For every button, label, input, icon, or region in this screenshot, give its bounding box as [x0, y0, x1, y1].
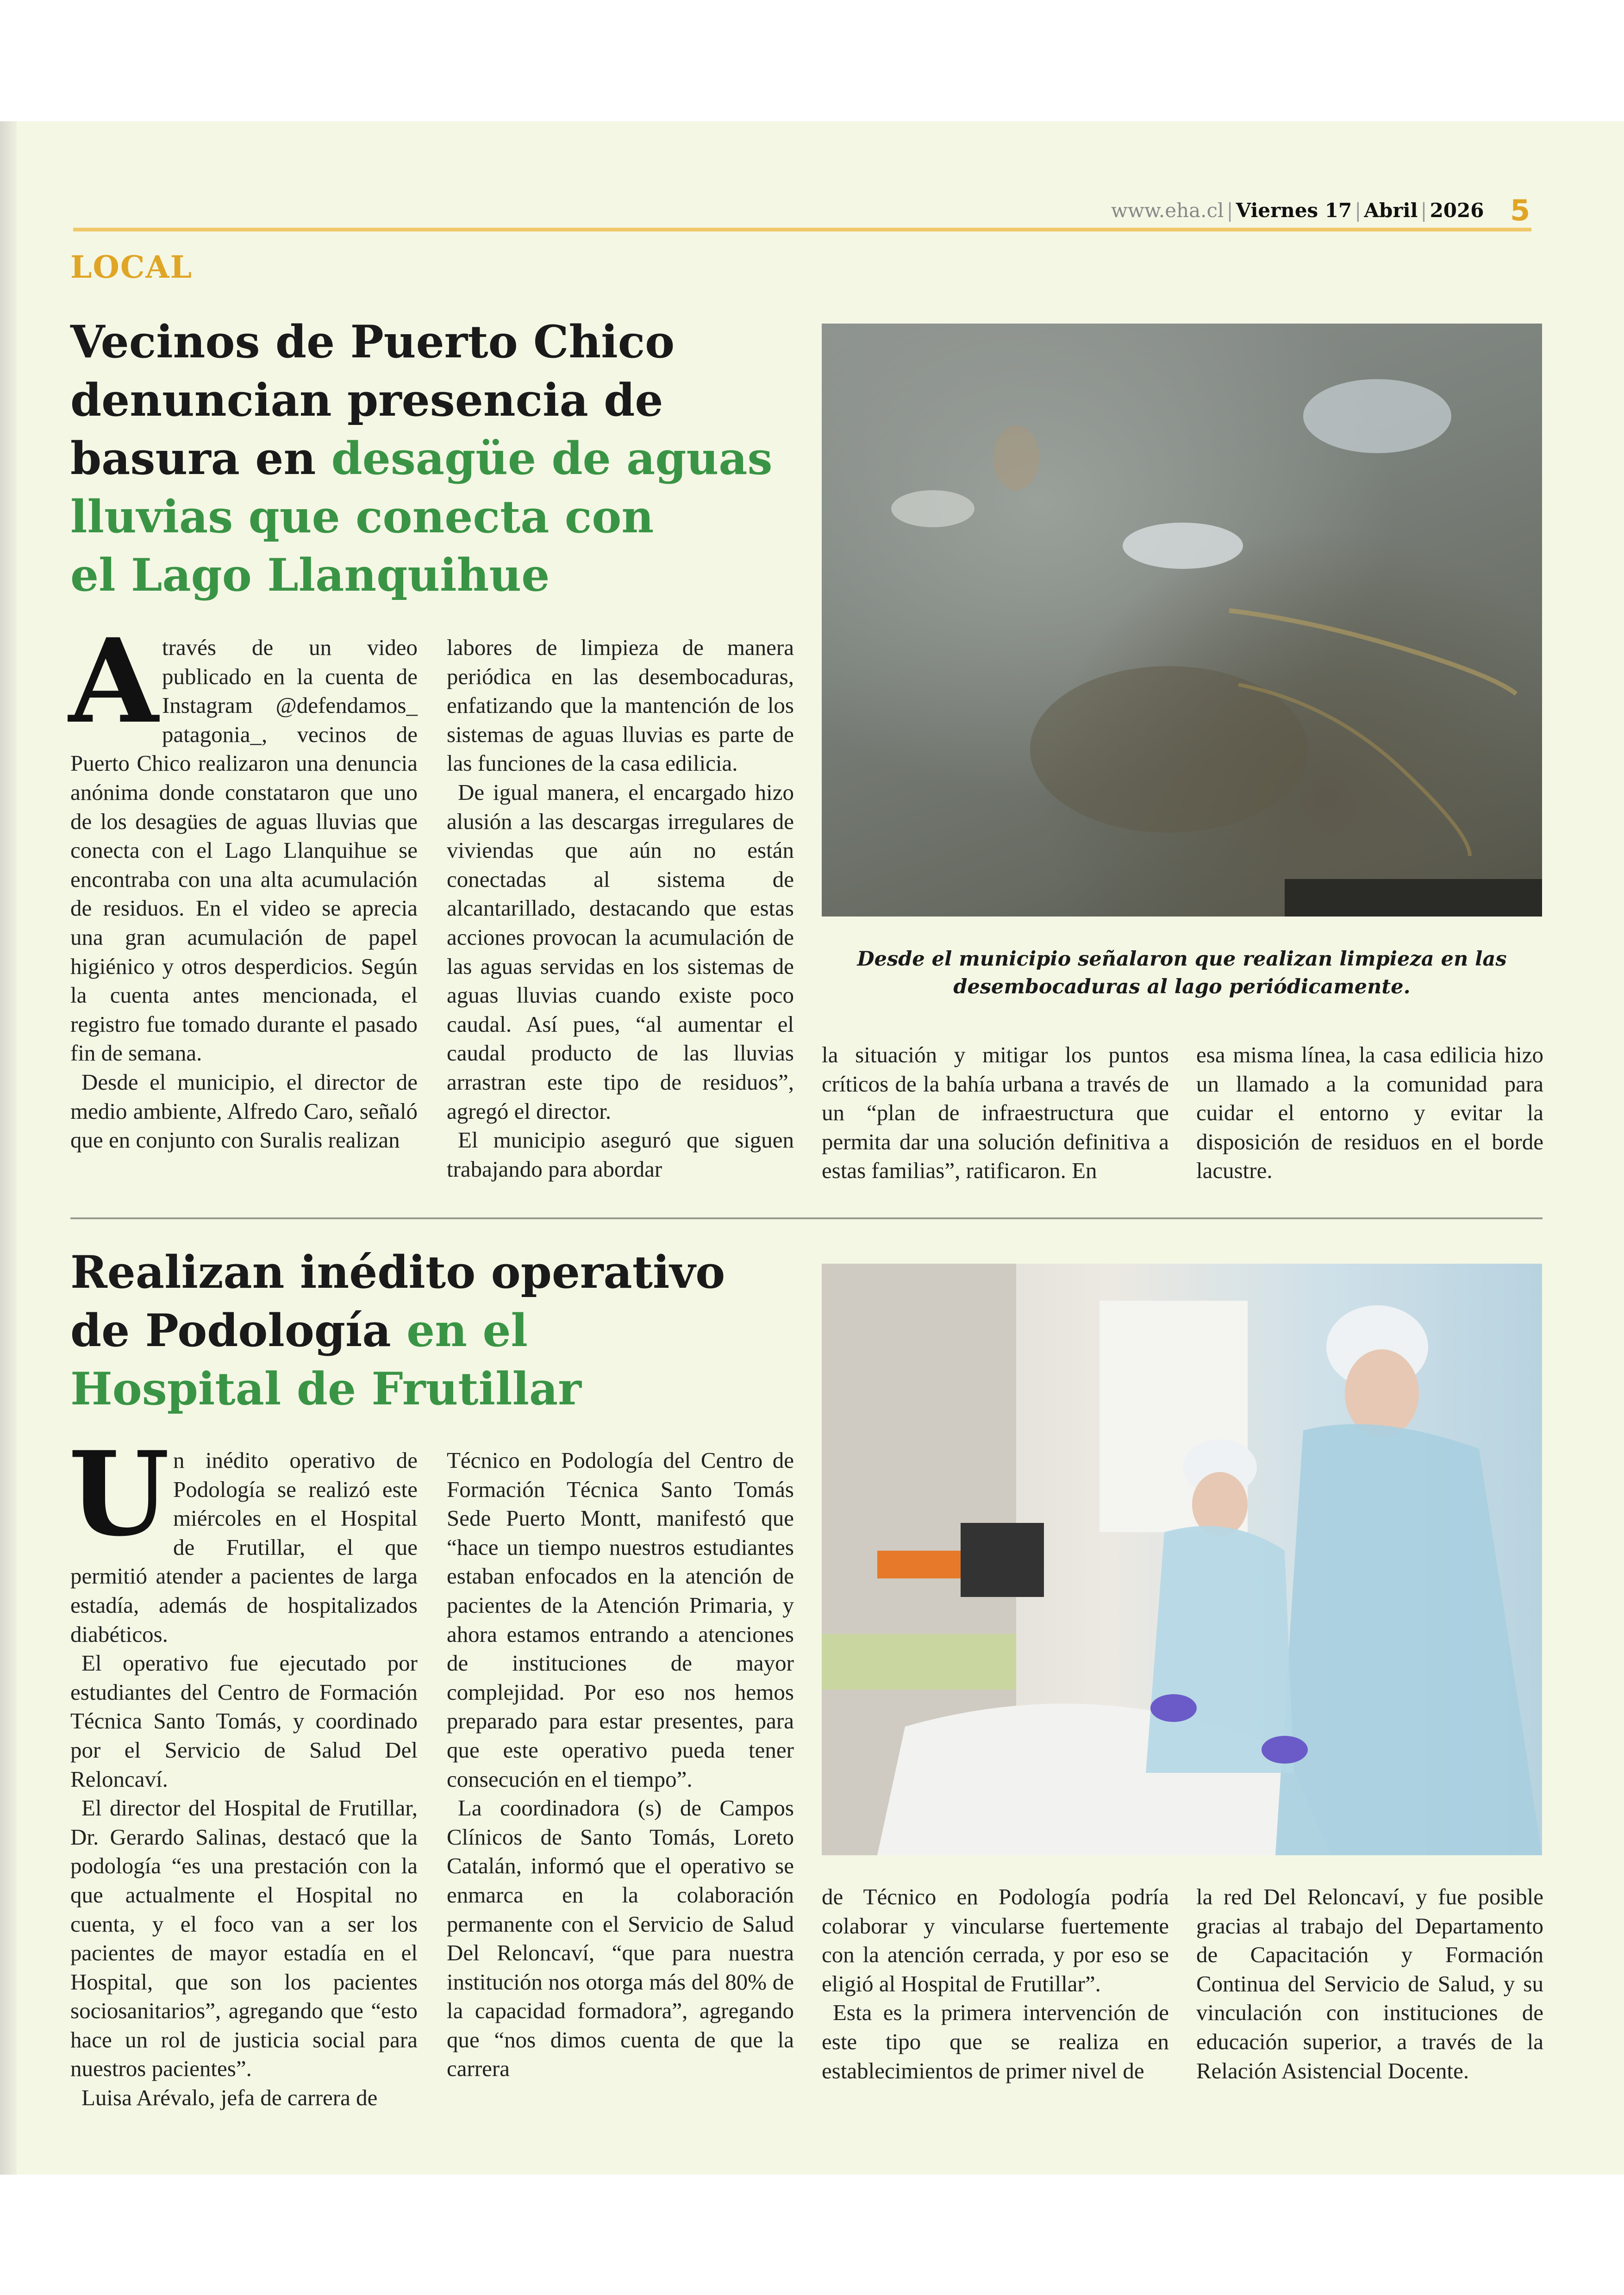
paragraph-text: De igual manera, el encargado hizo alusión a las descargas irregulares de viviendas que aún no están conectadas al sistema de alcantarillado, destacando que estas acciones provocan la acumulación de las aguas servidas en los sistemas de aguas lluvias cuando existe poco caudal. Así pues, “al aumentar el caudal producto de las lluvias arrastran este tipo de residuos”, agregó el director. — [447, 779, 794, 1124]
header-day: Viernes 17 — [1236, 199, 1352, 222]
headline-line — [70, 1360, 725, 1418]
article1-column-1 — [69, 613, 418, 1155]
article2-photo — [822, 1264, 1542, 1855]
headline-highlight: desagüe de aguas — [331, 432, 773, 485]
body-paragraph — [822, 1998, 1169, 2085]
body-paragraph — [70, 1068, 418, 1155]
page-edge — [0, 121, 17, 2175]
headline-highlight: lluvias que conecta con — [70, 491, 654, 543]
drop-cap: A — [69, 613, 158, 749]
headline-text: denuncian presencia de — [70, 374, 663, 426]
paragraph-text: Esta es la primera intervención de este tipo que se realiza en establecimientos de primer nivel de — [822, 2000, 1169, 2083]
header-month: Abril — [1364, 199, 1418, 222]
article1-photo-caption: Desde el municipio señalaron que realizan limpieza en las desembocaduras al lago periódicamente. — [857, 948, 1507, 998]
headline-line — [70, 1243, 725, 1302]
article2-column-1 — [69, 1426, 418, 2113]
headline-highlight: en el — [406, 1304, 528, 1357]
separator: | — [1355, 199, 1362, 222]
paragraph-text: la red Del Reloncaví, y fue posible gracias al trabajo del Departamento de Capacitación y Formación Continua del Servicio de Salud, y su vinculación con instituciones de educación superior, a través de la Relación Asistencial Docente. — [1196, 1884, 1543, 2083]
article1-column-3 — [822, 1041, 1169, 1185]
separator: | — [1226, 199, 1233, 222]
article1-column-2 — [447, 633, 794, 1184]
article-divider — [70, 1217, 1543, 1219]
headline-highlight: Hospital de Frutillar — [70, 1363, 581, 1415]
paragraph-text: El municipio aseguró que siguen trabajando para abordar — [447, 1127, 794, 1182]
paragraph-text: esa misma línea, la casa edilicia hizo un llamado a la comunidad para cuidar el entorno y evitar la disposición de residuos en el borde lacustre. — [1196, 1042, 1543, 1184]
headline-text: Realizan inédito operativo — [70, 1246, 725, 1298]
paragraph-text: labores de limpieza de manera periódica en las desembocaduras, enfatizando que la mantención de los sistemas de aguas lluvias es parte de las funciones de la casa edilicia. — [447, 635, 794, 776]
site-url: www.eha.cl — [1111, 199, 1224, 222]
paragraph-text: El operativo fue ejecutado por estudiantes del Centro de Formación Técnica Santo Tomás, y coordinado por el Servicio de Salud Del Reloncaví. — [70, 1650, 418, 1792]
paragraph-text: Desde el municipio, el director de medio ambiente, Alfredo Caro, señaló que en conjunto con Suralis realizan — [70, 1069, 418, 1153]
body-paragraph — [70, 2083, 418, 2113]
header-year: 2026 — [1430, 199, 1484, 222]
headline-line — [70, 546, 773, 605]
body-paragraph — [70, 1794, 418, 2083]
headline-text: de Podología — [70, 1304, 407, 1357]
paragraph-text: través de un video publicado en la cuenta de Instagram @defendamos_ patagonia_, vecinos de Puerto Chico realizaron una denuncia anónima donde constataron que uno de los desagües de aguas lluvias que conecta con el Lago Llanquihue se encontraba con una alta acumulación de residuos. En el video se aprecia una gran acumulación de papel higiénico y otros desperdicios. Según la cuenta antes mencionada, el registro fue tomado durante el pasado fin de semana. — [70, 635, 418, 1066]
article1-column-4 — [1196, 1041, 1543, 1185]
body-paragraph — [447, 1126, 794, 1184]
article2-column-4 — [1196, 1883, 1543, 2085]
body-paragraph — [1196, 1041, 1543, 1185]
body-paragraph — [822, 1041, 1169, 1185]
paragraph-text: La coordinadora (s) de Campos Clínicos de Santo Tomás, Loreto Catalán, informó que el operativo se enmarca en la colaboración permanente con el Servicio de Salud Del Reloncaví, “que para nuestra institución nos otorga más del 80% de la capacidad formadora”, agregando que “nos dimos cuenta de que la carrera — [447, 1795, 794, 2082]
body-paragraph — [69, 613, 418, 1068]
article2-column-2 — [447, 1446, 794, 2083]
article2-headline — [70, 1243, 725, 1418]
headline-line — [70, 430, 773, 488]
headline-text: basura en — [70, 432, 331, 485]
body-paragraph — [69, 1426, 418, 1649]
body-paragraph — [447, 778, 794, 1126]
headline-line — [70, 313, 773, 371]
podiatry-procedure-image — [822, 1264, 1542, 1855]
headline-line — [70, 1302, 725, 1360]
separator: | — [1420, 199, 1427, 222]
headline-text: Vecinos de Puerto Chico — [70, 316, 675, 368]
section-label: LOCAL — [70, 249, 193, 285]
header-rule — [73, 228, 1531, 231]
paragraph-text: Técnico en Podología del Centro de Formación Técnica Santo Tomás Sede Puerto Montt, manifestó que “hace un tiempo nuestros estudiantes estaban enfocados en la atención de pacientes de la Atención Primaria, y ahora estamos entrando a atenciones de instituciones de mayor complejidad. Por eso nos hemos preparado para estar presentes, para que este operativo pueda tener consecución en el tiempo”. — [447, 1447, 794, 1792]
paragraph-text: de Técnico en Podología podría colaborar y vincularse fuertemente con la atención cerrada, y por eso se eligió al Hospital de Frutillar”. — [822, 1884, 1169, 1996]
body-paragraph — [1196, 1883, 1543, 2085]
drain-water-image — [822, 324, 1542, 917]
paragraph-text: n inédito operativo de Podología se realizó este miércoles en el Hospital de Frutillar, el que permitió atender a pacientes de larga estadía, además de hospitalizados diabéticos. — [70, 1447, 418, 1647]
article2-column-3 — [822, 1883, 1169, 2085]
paragraph-text: El director del Hospital de Frutillar, Dr. Gerardo Salinas, destacó que la podología “es una prestación con la que actualmente el Hospital no cuenta, y el foco van a ser los pacientes de mayor estadía en el Hospital, que son los pacientes sociosanitarios”, agregando que “esto hace un rol de justicia social para nuestros pacientes”. — [70, 1795, 418, 2082]
headline-line — [70, 488, 773, 546]
paragraph-text: Luisa Arévalo, jefa de carrera de — [81, 2085, 378, 2111]
page-number: 5 — [1510, 193, 1530, 227]
body-paragraph — [447, 633, 794, 778]
drop-cap: U — [69, 1426, 170, 1562]
body-paragraph — [447, 1794, 794, 2083]
body-paragraph — [447, 1446, 794, 1794]
article1-headline — [70, 313, 773, 605]
body-paragraph — [70, 1649, 418, 1794]
headline-line — [70, 371, 773, 430]
body-paragraph — [822, 1883, 1169, 1998]
paragraph-text: la situación y mitigar los puntos críticos de la bahía urbana a través de un “plan de infraestructura que permita dar una solución definitiva a estas familias”, ratificaron. En — [822, 1042, 1169, 1184]
article1-photo — [822, 324, 1542, 917]
headline-highlight: el Lago Llanquihue — [70, 549, 550, 601]
page-header — [1111, 199, 1484, 222]
